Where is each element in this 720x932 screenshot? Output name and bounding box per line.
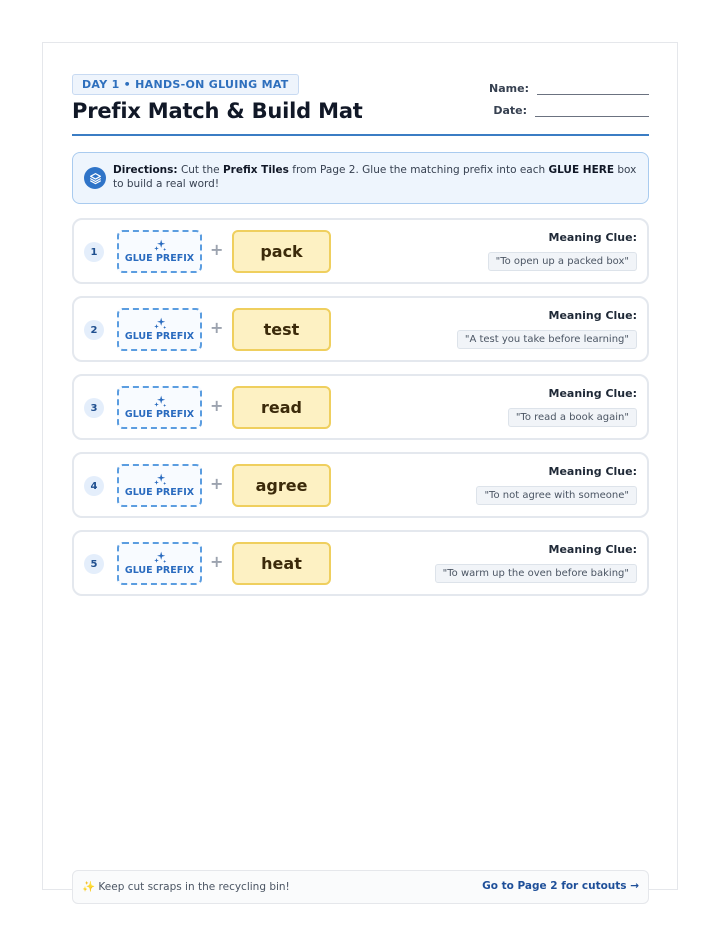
glue-prefix-box[interactable] — [117, 230, 202, 273]
base-word-tile: read — [232, 386, 331, 429]
sparkle-icon — [153, 239, 167, 252]
word-row-1 — [72, 218, 649, 284]
glue-prefix-label: GLUE PREFIX — [124, 409, 195, 420]
date-field[interactable] — [493, 104, 649, 117]
sparkle-icon — [153, 473, 167, 486]
word-row-5 — [72, 530, 649, 596]
row-number: 4 — [84, 476, 104, 496]
layers-icon — [84, 167, 106, 189]
meaning-clue-text: "A test you take before learning" — [457, 330, 637, 349]
glue-prefix-label: GLUE PREFIX — [124, 565, 195, 576]
meaning-clue — [476, 465, 637, 505]
meaning-clue-text: "To open up a packed box" — [488, 252, 637, 271]
row-number: 1 — [84, 242, 104, 262]
meaning-clue-title: Meaning Clue: — [548, 231, 637, 244]
sparkle-icon — [153, 551, 167, 564]
sparkle-icon — [153, 317, 167, 330]
glue-prefix-label: GLUE PREFIX — [124, 487, 195, 498]
glue-prefix-box[interactable] — [117, 542, 202, 585]
directions-box — [72, 152, 649, 204]
base-word-tile: heat — [232, 542, 331, 585]
glue-prefix-label: GLUE PREFIX — [124, 331, 195, 342]
plus-sign: + — [210, 396, 224, 415]
date-label: Date: — [493, 104, 527, 117]
word-row-3 — [72, 374, 649, 440]
word-row-2 — [72, 296, 649, 362]
page-header — [72, 74, 649, 136]
row-number: 5 — [84, 554, 104, 574]
plus-sign: + — [210, 240, 224, 259]
base-word-tile: test — [232, 308, 331, 351]
day-badge: DAY 1 • HANDS-ON GLUING MAT — [72, 74, 299, 95]
plus-sign: + — [210, 318, 224, 337]
directions-part-3: box to build a real word! — [113, 164, 637, 190]
directions-part-2: from Page 2. Glue the matching prefix into each — [288, 164, 549, 176]
meaning-clue — [457, 309, 637, 349]
directions-lead: Directions: — [113, 164, 178, 176]
directions-text — [113, 163, 641, 191]
worksheet-content — [72, 74, 649, 893]
meaning-clue — [488, 231, 637, 271]
directions-bold-1: Prefix Tiles — [222, 164, 289, 176]
meaning-clue-text: "To read a book again" — [508, 408, 637, 427]
worksheet-page — [42, 42, 678, 893]
base-word-tile: pack — [232, 230, 331, 273]
meaning-clue — [508, 387, 637, 427]
sparkle-icon — [153, 395, 167, 408]
directions-part-1: Cut the — [177, 164, 223, 176]
meaning-clue-title: Meaning Clue: — [548, 543, 637, 556]
name-field[interactable] — [489, 82, 649, 95]
name-line[interactable] — [537, 83, 649, 95]
plus-sign: + — [210, 552, 224, 571]
page-title: Prefix Match & Build Mat — [72, 99, 363, 123]
meaning-clue-text: "To warm up the oven before baking" — [435, 564, 637, 583]
row-number: 3 — [84, 398, 104, 418]
directions-bold-2: GLUE HERE — [548, 164, 615, 176]
meaning-clue-title: Meaning Clue: — [548, 309, 637, 322]
glue-prefix-box[interactable] — [117, 308, 202, 351]
glue-prefix-box[interactable] — [117, 386, 202, 429]
meaning-clue-title: Meaning Clue: — [548, 387, 637, 400]
meaning-clue-text: "To not agree with someone" — [476, 486, 637, 505]
page-2-link[interactable]: Go to Page 2 for cutouts → — [482, 880, 639, 892]
recycling-tip: ✨ Keep cut scraps in the recycling bin! — [82, 881, 290, 893]
date-line[interactable] — [535, 105, 649, 117]
glue-prefix-box[interactable] — [117, 464, 202, 507]
row-number: 2 — [84, 320, 104, 340]
meaning-clue-title: Meaning Clue: — [548, 465, 637, 478]
base-word-tile: agree — [232, 464, 331, 507]
plus-sign: + — [210, 474, 224, 493]
meaning-clue — [435, 543, 637, 583]
word-row-4 — [72, 452, 649, 518]
name-label: Name: — [489, 82, 529, 95]
page-footer — [72, 870, 649, 904]
glue-prefix-label: GLUE PREFIX — [124, 253, 195, 264]
